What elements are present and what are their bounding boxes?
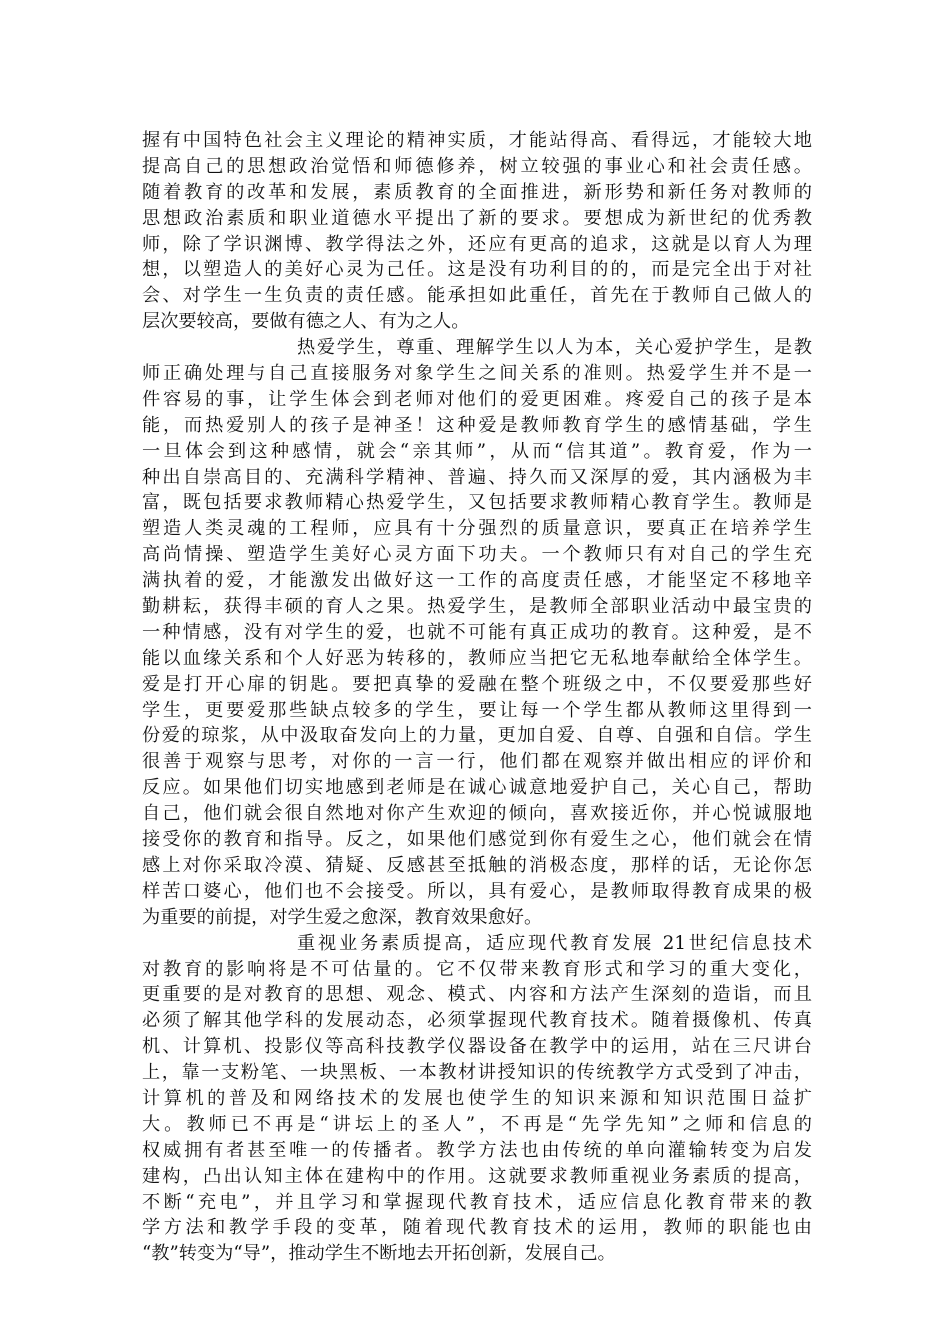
text-line: 能，而热爱别人的孩子是神圣！这种爱是教师教育学生的感情基础，学生 — [142, 414, 812, 436]
text-line: 握有中国特色社会主义理论的精神实质，才能站得高、看得远，才能较大地 — [142, 130, 812, 151]
text-line: 热爱学生，尊重、理解学生以人为本，关心爱护学生，是教 — [297, 337, 812, 359]
text-line: 重视业务素质提高，适应现代教育发展 21世纪信息技术 — [297, 932, 812, 954]
text-line: 不断“充电”，并且学习和掌握现代教育技术，适应信息化教育带来的教 — [142, 1191, 812, 1213]
text-line: 学方法和教学手段的变革，随着现代教育技术的运用，教师的职能也由 — [142, 1217, 812, 1239]
text-line: 层次要较高，要做有德之人、有为之人。 — [142, 311, 470, 333]
text-line: 随着教育的改革和发展，素质教育的全面推进，新形势和新任务对教师的 — [142, 181, 812, 203]
text-line: 富，既包括要求教师精心热爱学生，又包括要求教师精心教育学生。教师是 — [142, 492, 812, 514]
paragraph-3 — [142, 931, 812, 1268]
text-line: 件容易的事，让学生体会到老师对他们的爱更困难。疼爱自己的孩子是本 — [142, 388, 812, 410]
text-line: 计算机的普及和网络技术的发展也使学生的知识来源和知识范围日益扩 — [142, 1087, 812, 1109]
text-line: 机、计算机、投影仪等高科技教学仪器设备在教学中的运用，站在三尺讲台 — [142, 1036, 812, 1058]
text-line: 想，以塑造人的美好心灵为己任。这是没有功利目的的，而是完全出于对社 — [142, 259, 812, 281]
text-line: 为重要的前提，对学生爱之愈深，教育效果愈好。 — [142, 906, 543, 928]
paragraph-1 — [142, 128, 812, 335]
text-line: “教”转变为“导”，推动学生不断地去开拓创新，发展自己。 — [142, 1243, 616, 1265]
text-line: 很善于观察与思考，对你的一言一行，他们都在观察并做出相应的评价和 — [142, 751, 812, 773]
document-body — [142, 128, 812, 1267]
text-line: 师，除了学识渊博、教学得法之外，还应有更高的追求，这就是以育人为理 — [142, 233, 812, 255]
text-line: 权威拥有者甚至唯一的传播者。教学方法也由传统的单向灌输转变为启发 — [142, 1139, 812, 1161]
text-line: 塑造人类灵魂的工程师，应具有十分强烈的质量意识，要真正在培养学生 — [142, 518, 812, 540]
text-line: 反应。如果他们切实地感到老师是在诚心诚意地爱护自己，关心自己，帮助 — [142, 777, 812, 799]
text-line: 一旦体会到这种感情，就会“亲其师”，从而“信其道”。教育爱，作为一 — [142, 440, 812, 462]
text-line: 对教育的影响将是不可估量的。它不仅带来教育形式和学习的重大变化， — [142, 958, 812, 980]
text-line: 满执着的爱，才能激发出做好这一工作的高度责任感，才能坚定不移地辛 — [142, 570, 812, 592]
text-line: 种出自崇高目的、充满科学精神、普遍、持久而又深厚的爱，其内涵极为丰 — [142, 466, 812, 488]
text-line: 师正确处理与自己直接服务对象学生之间关系的准则。热爱学生并不是一 — [142, 363, 812, 385]
text-line: 高尚情操、塑造学生美好心灵方面下功夫。一个教师只有对自己的学生充 — [142, 544, 812, 566]
text-line: 建构，凸出认知主体在建构中的作用。这就要求教师重视业务素质的提高， — [142, 1165, 812, 1187]
text-line: 感上对你采取冷漠、猜疑、反感甚至抵触的消极态度，那样的话，无论你怎 — [142, 854, 812, 876]
text-line: 学生，更要爱那些缺点较多的学生，要让每一个学生都从教师这里得到一 — [142, 699, 812, 721]
text-line: 一种情感，没有对学生的爱，也就不可能有真正成功的教育。这种爱，是不 — [142, 621, 812, 643]
text-line: 自己，他们就会很自然地对你产生欢迎的倾向，喜欢接近你，并心悦诚服地 — [142, 803, 812, 825]
text-line: 必须了解其他学科的发展动态，必须掌握现代教育技术。随着摄像机、传真 — [142, 1010, 812, 1032]
text-line: 能以血缘关系和个人好恶为转移的，教师应当把它无私地奉献给全体学生。 — [142, 647, 812, 669]
text-line: 更重要的是对教育的思想、观念、模式、内容和方法产生深刻的造诣，而且 — [142, 984, 812, 1006]
text-line: 上，靠一支粉笔、一块黑板、一本教材讲授知识的传统教学方式受到了冲击， — [142, 1062, 812, 1084]
text-line: 勤耕耘，获得丰硕的育人之果。热爱学生，是教师全部职业活动中最宝贵的 — [142, 596, 812, 618]
text-line: 提高自己的思想政治觉悟和师德修养，树立较强的事业心和社会责任感。 — [142, 155, 812, 177]
text-line: 接受你的教育和指导。反之，如果他们感觉到你有爱生之心，他们就会在情 — [142, 829, 812, 851]
text-line: 份爱的琼浆，从中汲取奋发向上的力量，更加自爱、自尊、自强和自信。学生 — [142, 725, 812, 747]
text-line: 爱是打开心扉的钥匙。要把真挚的爱融在整个班级之中，不仅要爱那些好 — [142, 673, 812, 695]
paragraph-2 — [142, 335, 812, 930]
text-line: 大。教师已不再是“讲坛上的圣人”，不再是“先学先知”之师和信息的 — [142, 1113, 812, 1135]
text-line: 样苦口婆心，他们也不会接受。所以，具有爱心，是教师取得教育成果的极 — [142, 880, 812, 902]
text-line: 会、对学生一生负责的责任感。能承担如此重任，首先在于教师自己做人的 — [142, 285, 812, 307]
text-line: 思想政治素质和职业道德水平提出了新的要求。要想成为新世纪的优秀教 — [142, 207, 812, 229]
